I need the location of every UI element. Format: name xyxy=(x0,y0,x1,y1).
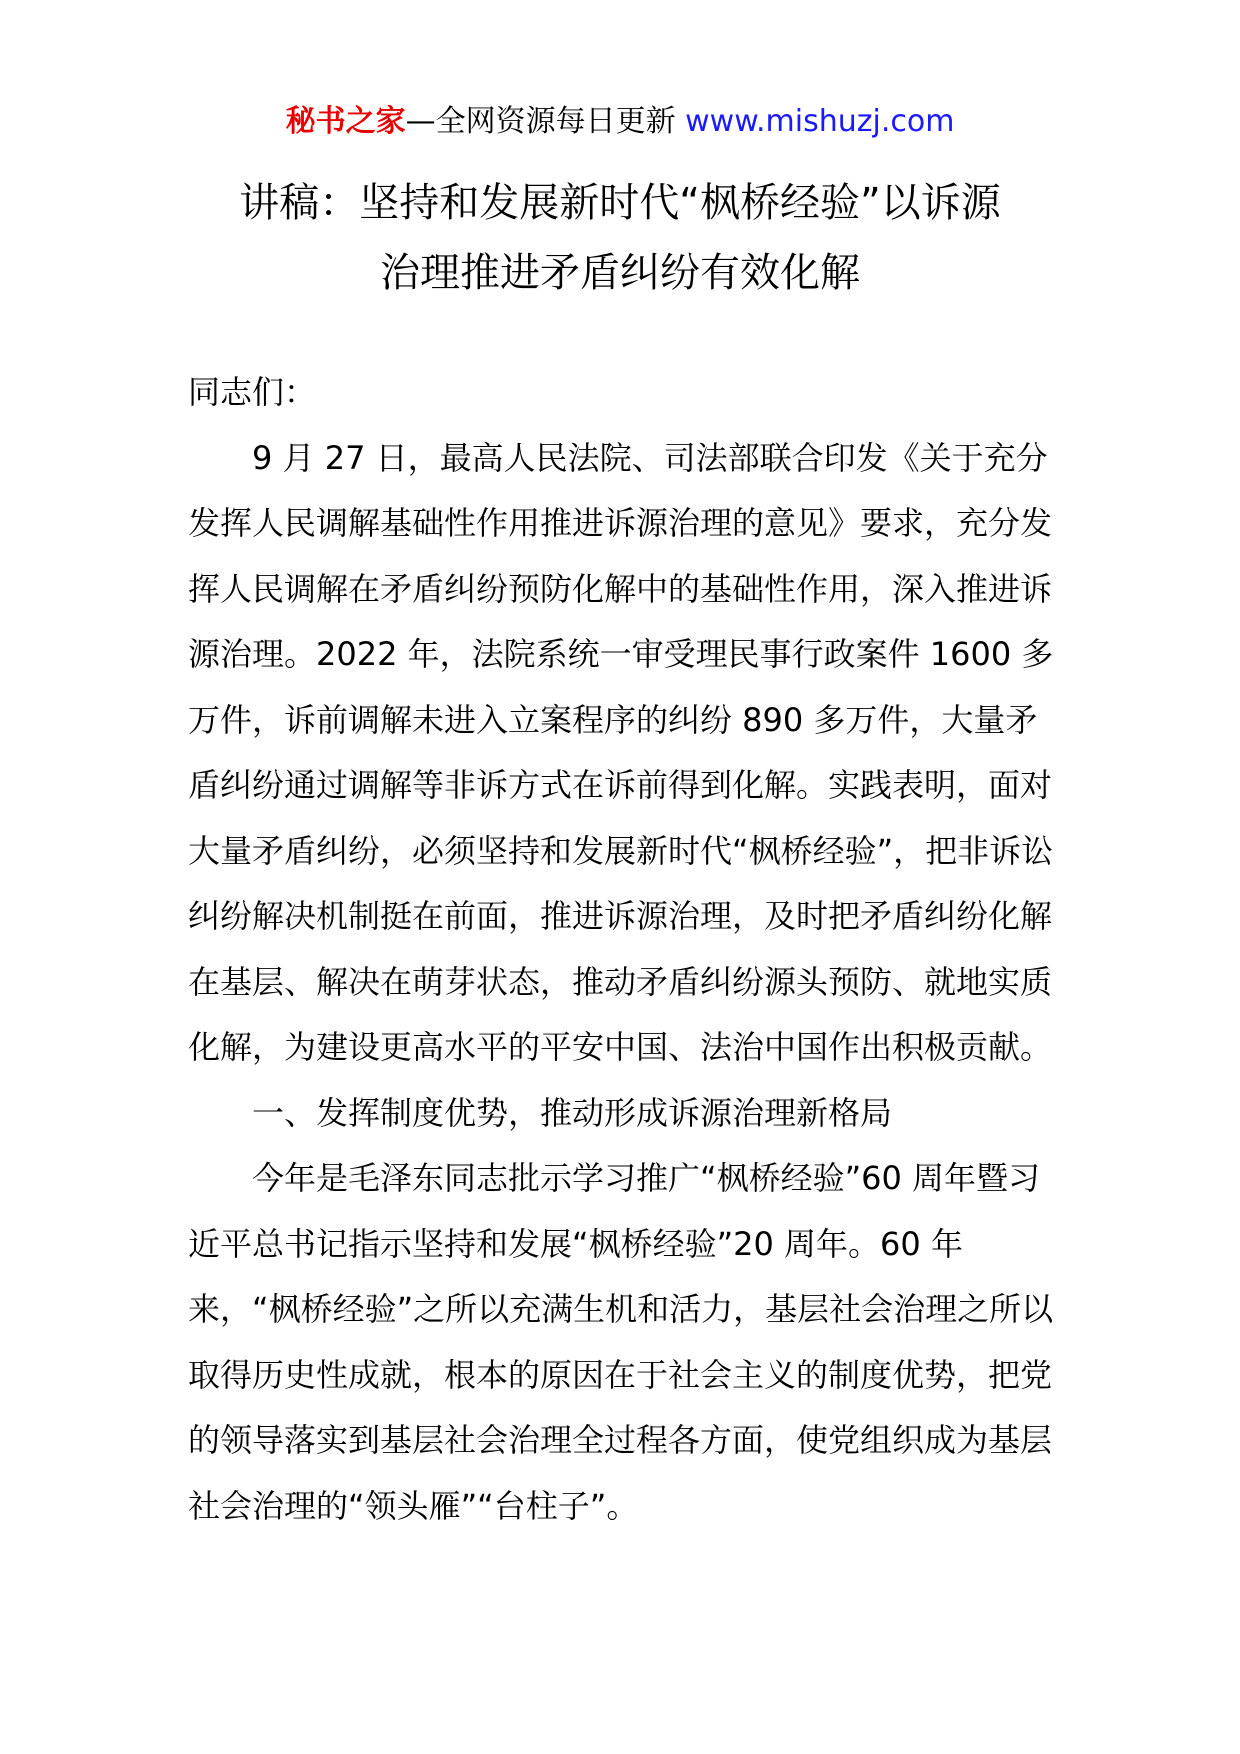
title-line-2: 治理推进矛盾纠纷有效化解 xyxy=(380,250,860,296)
paragraph-2: 今年是毛泽东同志批示学习推广“枫桥经验”60 周年暨习近平总书记指示坚持和发展“枫桥经验”20 周年。60 年来，“枫桥经验”之所以充满生机和活力，基层社会治理之所以取得历史性成就，根本的原因在于社会主义的制度优势，把党的领导落实到基层社会治理全过程各方面，使党组织成为基层社会治理的“领头雁”“台柱子”。 xyxy=(188,1159,1054,1525)
document-title xyxy=(150,168,1090,308)
site-header xyxy=(0,104,1240,140)
site-brand: 秘书之家 xyxy=(285,104,406,139)
title-line-1: 讲稿：坚持和发展新时代“枫桥经验”以诉源 xyxy=(239,180,1001,226)
site-url-link[interactable]: www.mishuzj.com xyxy=(685,104,955,139)
document-body xyxy=(188,360,1058,1539)
salutation: 同志们： xyxy=(188,373,317,411)
site-tagline: —全网资源每日更新 xyxy=(405,104,686,139)
paragraph-1: 9 月 27 日，最高人民法院、司法部联合印发《关于充分发挥人民调解基础性作用推进诉源治理的意见》要求，充分发挥人民调解在矛盾纠纷预防化解中的基础性作用，深入推进诉源治理。2022 年，法院系统一审受理民事行政案件 1600 多万件，诉前调解未进入立案程序的纠纷 890 多万件，大量矛盾纠纷通过调解等非诉方式在诉前得到化解。实践表明，面对大量矛盾纠纷，必须坚持和发展新时代“枫桥经验”，把非诉讼纠纷解决机制挺在前面，推进诉源治理，及时把矛盾纠纷化解在基层、解决在萌芽状态，推动矛盾纠纷源头预防、就地实质化解，为建设更高水平的平安中国、法治中国作出积极贡献。 xyxy=(188,438,1054,1066)
section-heading-1: 一、发挥制度优势，推动形成诉源治理新格局 xyxy=(252,1093,893,1132)
